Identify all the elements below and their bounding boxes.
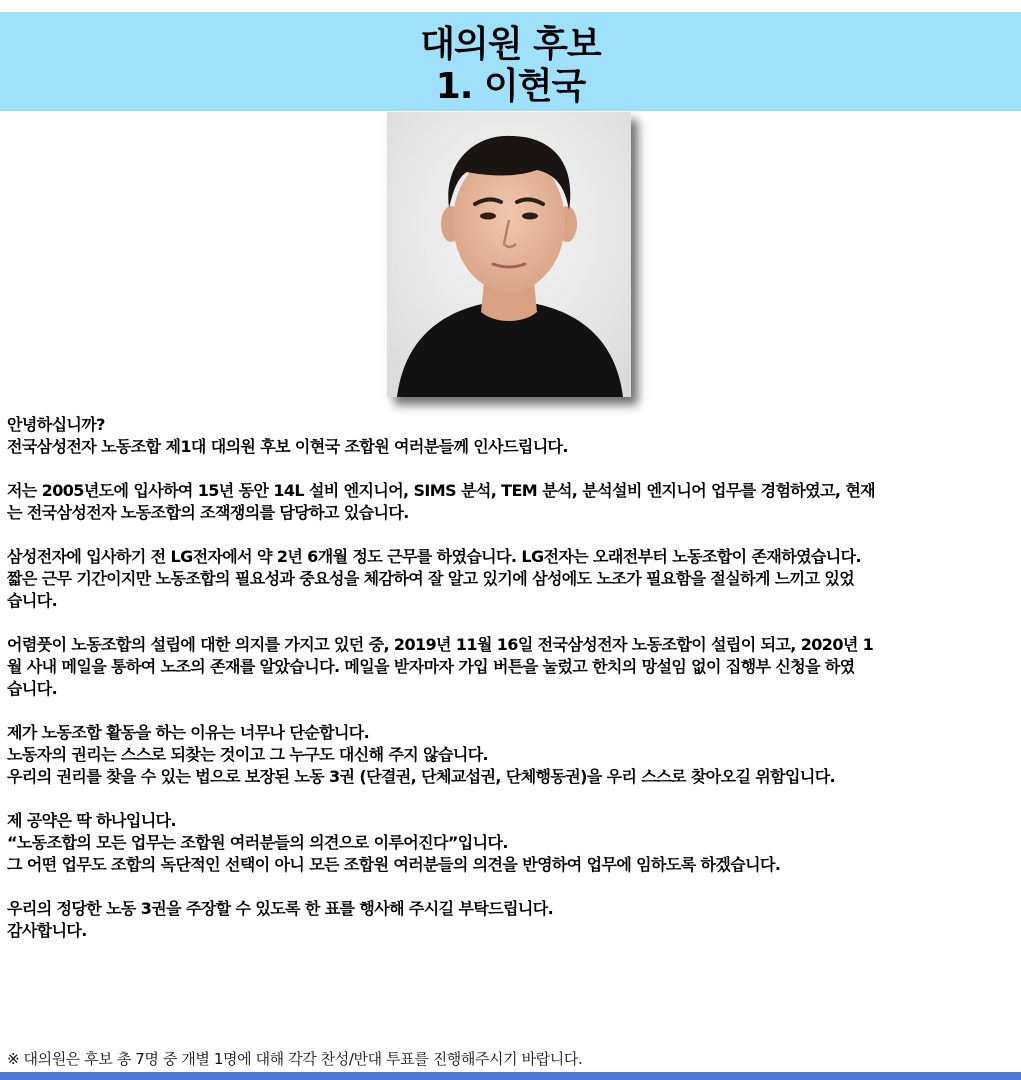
paragraph-greeting bbox=[7, 414, 1015, 458]
text-line: 감사합니다. bbox=[7, 921, 87, 940]
candidate-photo bbox=[387, 112, 631, 397]
text-line: 저는 2005년도에 입사하여 15년 동안 14L 설비 엔지니어, SIMS 분석, TEM 분석, 분석설비 엔지니어 업무를 경험하였고, 현재 bbox=[7, 481, 876, 500]
text-line: 그 어떤 업무도 조합의 독단적인 선택이 아니 모든 조합원 여러분들의 의견을 반영하여 업무에 임하도록 하겠습니다. bbox=[7, 855, 781, 874]
text-line: 는 전국삼성전자 노동조합의 조잭쟁의를 담당하고 있습니다. bbox=[7, 503, 409, 522]
text-line: 노동자의 권리는 스스로 되찾는 것이고 그 누구도 대신해 주지 않습니다. bbox=[7, 745, 489, 764]
paragraph-career bbox=[7, 480, 1015, 524]
voting-footnote: ※ 대의원은 후보 총 7명 중 개별 1명에 대해 각각 찬성/반대 투표를 진행해주시기 바랍니다. bbox=[7, 1050, 583, 1068]
text-line: “노동조합의 모든 업무는 조합원 여러분들의 의견으로 이루어진다”입니다. bbox=[7, 833, 508, 852]
text-line: 어렴풋이 노동조합의 설립에 대한 의지를 가지고 있던 중, 2019년 11월 16일 전국삼성전자 노동조합이 설립이 되고, 2020년 1 bbox=[7, 635, 874, 654]
text-line: 우리의 정당한 노동 3권을 주장할 수 있도록 한 표를 행사해 주시길 부탁드립니다. bbox=[7, 899, 554, 918]
text-line: 우리의 권리를 찾을 수 있는 법으로 보장된 노동 3권 (단결권, 단체교섭권, 단체행동권)을 우리 스스로 찾아오길 위함입니다. bbox=[7, 767, 836, 786]
portrait-illustration bbox=[387, 112, 631, 397]
page-header bbox=[0, 12, 1021, 111]
text-line: 월 사내 메일을 통하여 노조의 존재를 알았습니다. 메일을 받자마자 가입 버튼을 눌렀고 한치의 망설임 없이 집행부 신청을 하였 bbox=[7, 657, 855, 676]
text-line: 짧은 근무 기간이지만 노동조합의 필요성과 중요성을 체감하여 잘 알고 있기에 삼성에도 노조가 필요함을 절실하게 느끼고 있었 bbox=[7, 569, 855, 588]
paragraph-joining bbox=[7, 634, 1015, 700]
text-line: 제가 노동조합 활동을 하는 이유는 너무나 단순합니다. bbox=[7, 723, 370, 742]
bottom-divider bbox=[0, 1072, 1021, 1080]
candidate-name: 1. 이현국 bbox=[435, 66, 586, 107]
text-line: 습니다. bbox=[7, 591, 58, 610]
text-line: 습니다. bbox=[7, 679, 58, 698]
text-line: 안녕하십니까? bbox=[7, 415, 105, 434]
candidate-statement bbox=[7, 414, 1015, 964]
page-title: 대의원 후보 bbox=[420, 24, 601, 65]
text-line: 제 공약은 딱 하나입니다. bbox=[7, 811, 176, 830]
paragraph-reason bbox=[7, 722, 1015, 788]
paragraph-pledge bbox=[7, 810, 1015, 876]
text-line: 전국삼성전자 노동조합 제1대 대의원 후보 이현국 조합원 여러분들께 인사드립니다. bbox=[7, 437, 568, 456]
paragraph-prior-work bbox=[7, 546, 1015, 612]
paragraph-closing bbox=[7, 898, 1015, 942]
text-line: 삼성전자에 입사하기 전 LG전자에서 약 2년 6개월 정도 근무를 하였습니다. LG전자는 오래전부터 노동조합이 존재하였습니다. bbox=[7, 547, 861, 566]
